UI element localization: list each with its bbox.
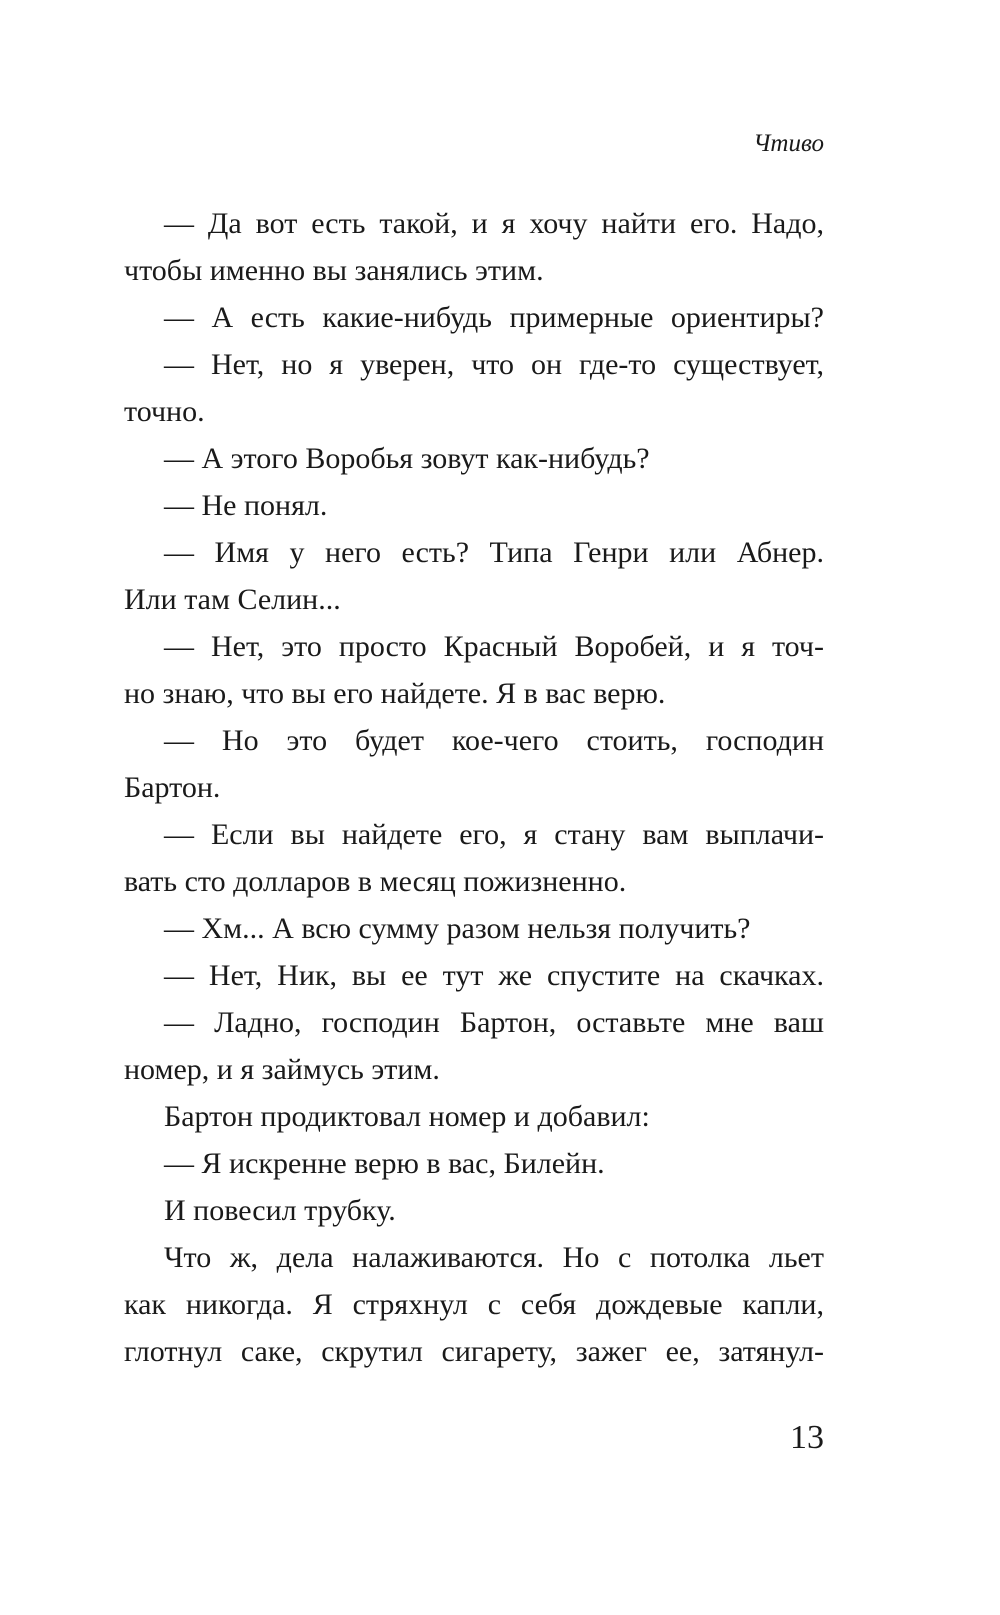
text-line: глотнул саке, скрутил сигарету, зажег ее, затянул- bbox=[124, 1335, 824, 1368]
text-line: но знаю, что вы его найдете. Я в вас верю. bbox=[124, 677, 666, 710]
text-line: — А этого Воробья зовут как-нибудь? bbox=[164, 442, 650, 475]
text-line: — Имя у него есть? Типа Генри или Абнер. bbox=[164, 536, 824, 569]
text-line: — Нет, это просто Красный Воробей, и я точ- bbox=[164, 630, 824, 663]
text-line: — Если вы найдете его, я стану вам выплачи- bbox=[164, 818, 824, 851]
text-line: чтобы именно вы занялись этим. bbox=[124, 254, 544, 287]
text-line: — Но это будет кое-чего стоить, господин bbox=[164, 724, 824, 757]
text-line: — Нет, Ник, вы ее тут же спустите на скачках. bbox=[164, 959, 824, 992]
text-line: Бартон. bbox=[124, 771, 221, 804]
text-line: номер, и я займусь этим. bbox=[124, 1053, 440, 1086]
text-line: Что ж, дела налаживаются. Но с потолка льет bbox=[164, 1241, 824, 1274]
text-line: вать сто долларов в месяц пожизненно. bbox=[124, 865, 627, 898]
text-line: как никогда. Я стряхнул с себя дождевые капли, bbox=[124, 1288, 824, 1321]
text-line: — Хм... А всю сумму разом нельзя получить? bbox=[164, 912, 751, 945]
text-line: — Я искренне верю в вас, Билейн. bbox=[164, 1147, 605, 1180]
running-head: Чтиво bbox=[753, 130, 824, 157]
text-line: — Нет, но я уверен, что он где-то существует, bbox=[164, 348, 824, 381]
page-number: 13 bbox=[790, 1419, 824, 1456]
text-line: точно. bbox=[124, 395, 205, 428]
text-line: И повесил трубку. bbox=[164, 1194, 396, 1227]
text-line: — А есть какие-нибудь примерные ориентиры? bbox=[164, 301, 824, 334]
text-line: — Ладно, господин Бартон, оставьте мне ваш bbox=[164, 1006, 824, 1039]
text-line: Бартон продиктовал номер и добавил: bbox=[164, 1100, 650, 1133]
text-line: — Да вот есть такой, и я хочу найти его. Надо, bbox=[164, 207, 824, 240]
body-text bbox=[124, 200, 824, 1375]
text-line: Или там Селин... bbox=[124, 583, 341, 616]
text-line: — Не понял. bbox=[164, 489, 328, 522]
